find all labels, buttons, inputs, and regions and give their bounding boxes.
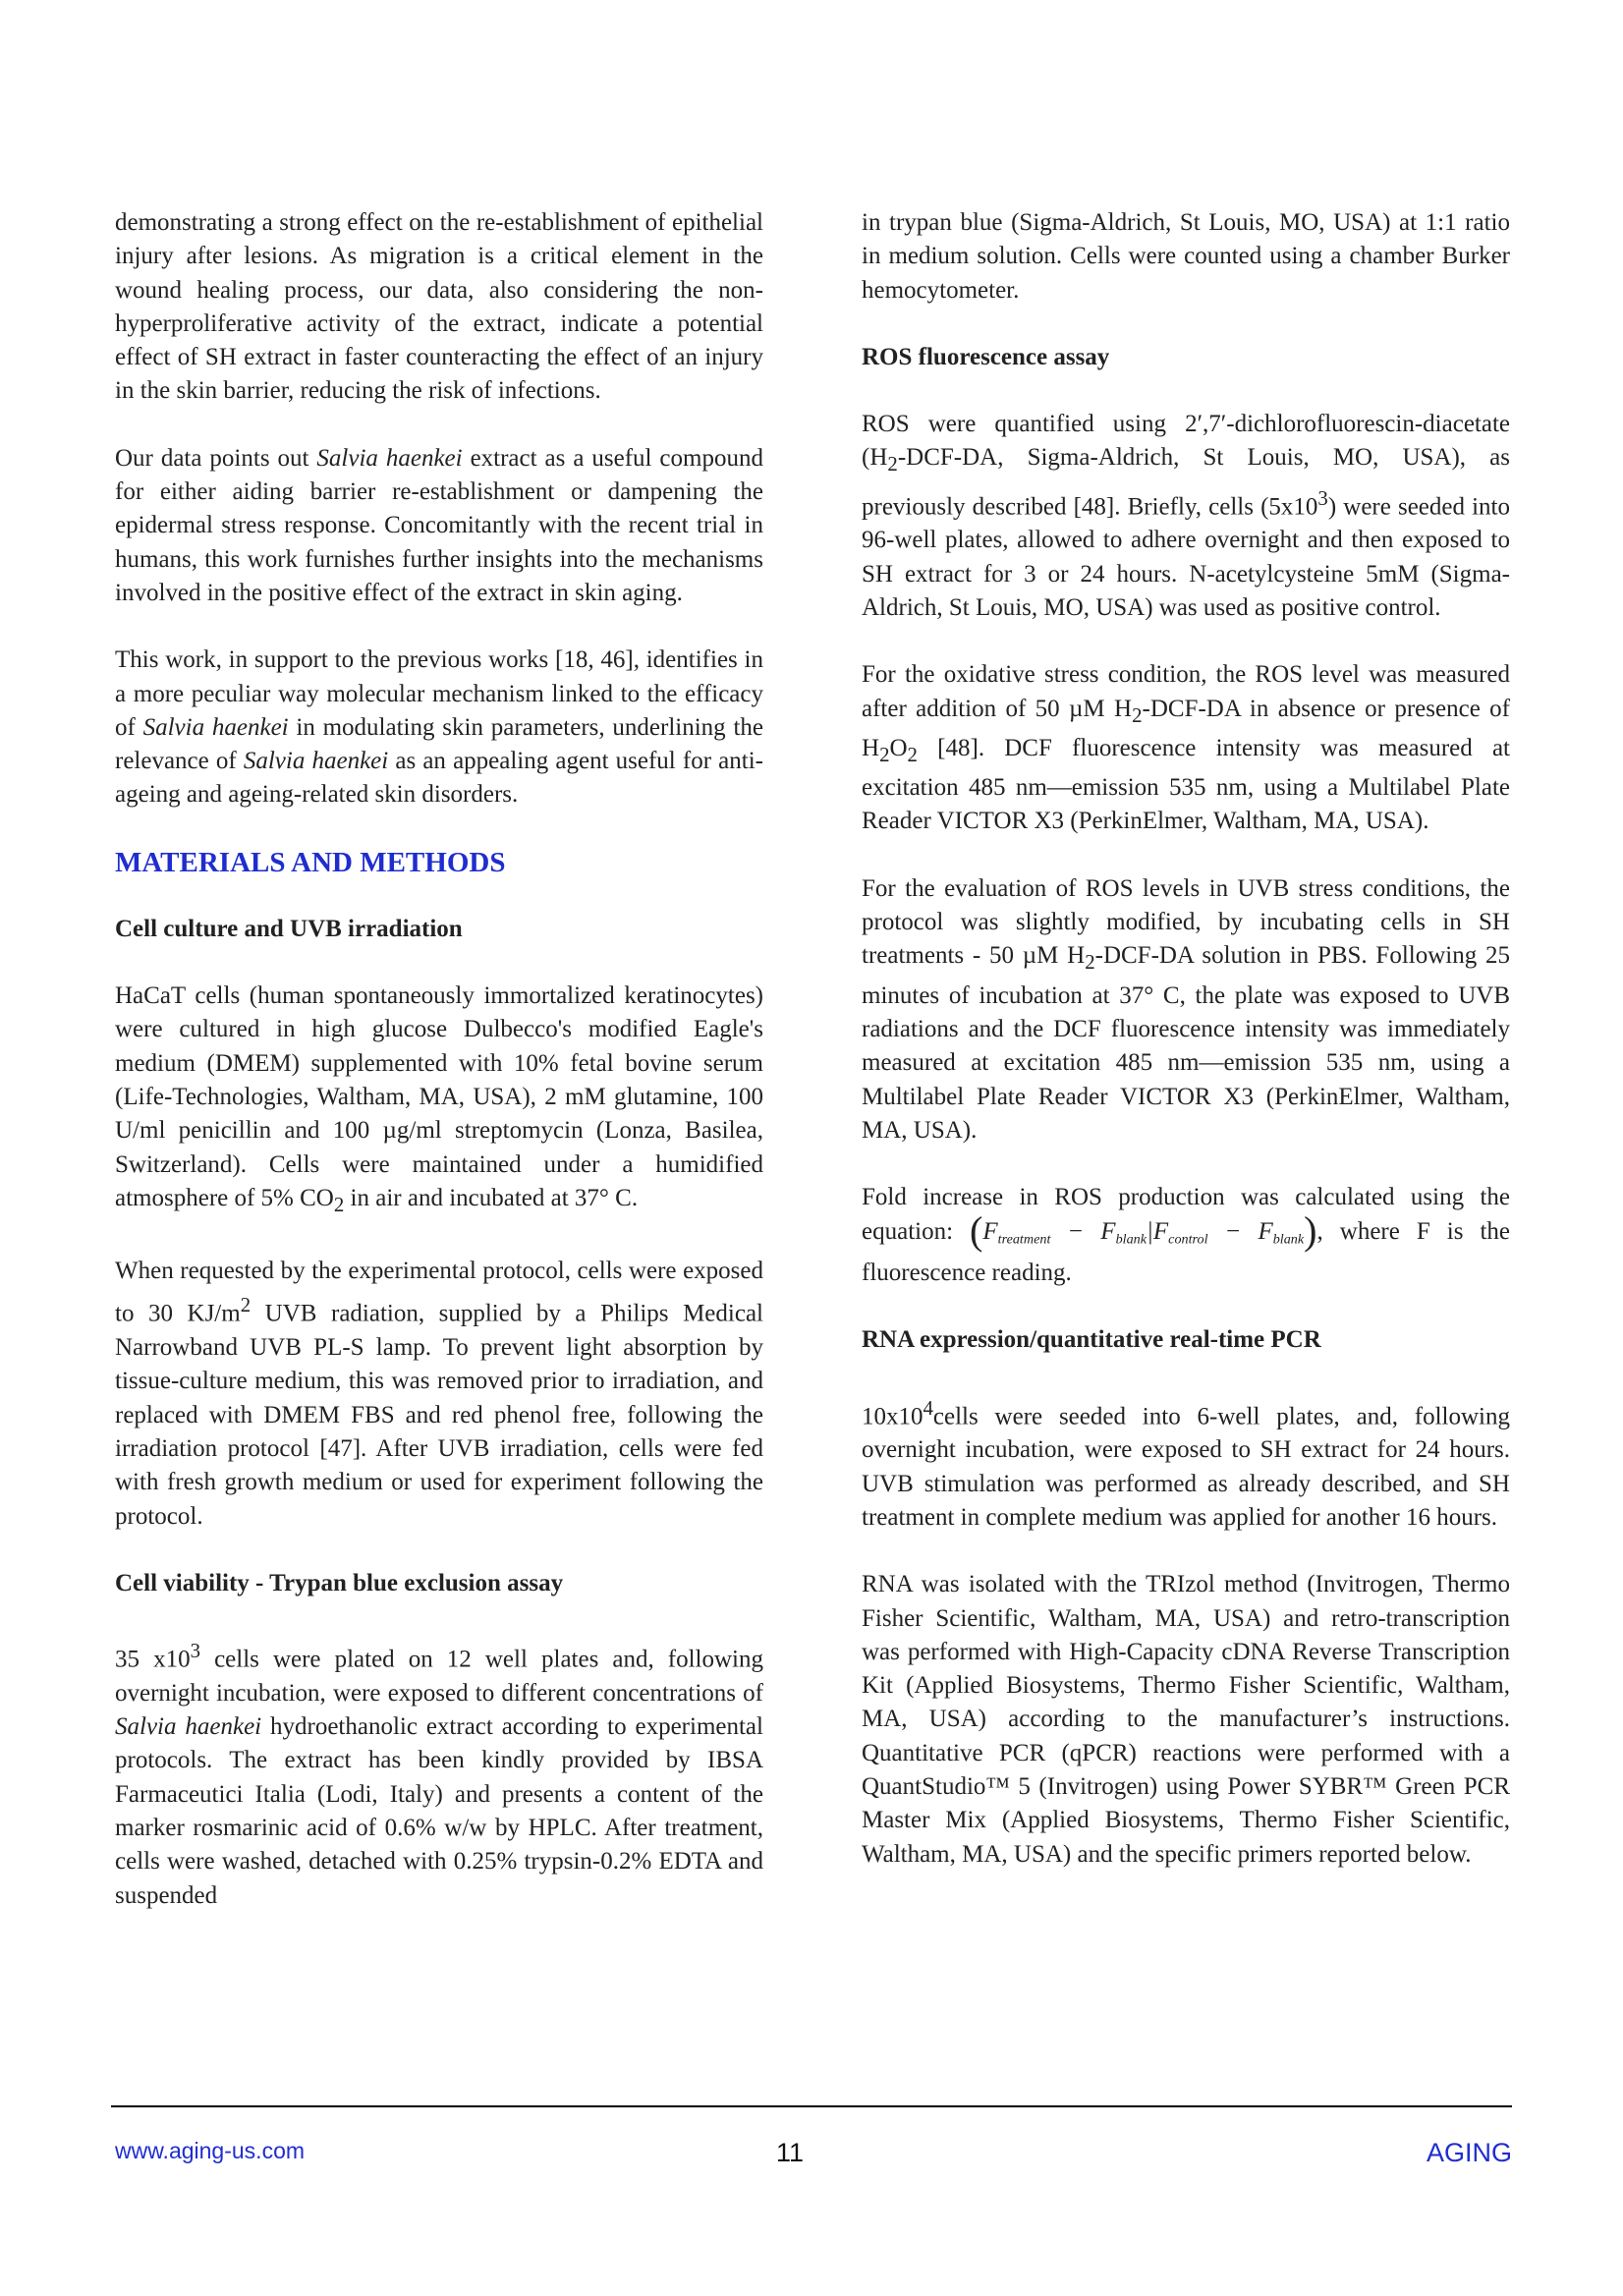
fold-increase-equation: $(F_{treatment} - F_{blank}|F_{control} - F_{blank})$: [970, 1208, 1317, 1254]
subsection-heading: RNA expression/quantitative real-time PCR: [862, 1326, 1321, 1354]
paragraph: Fold increase in ROS production was calculated using the equation: $(F_{treatment} - F_{blank}|F_{control} - F_{blank})$, where F is the fluorescence reading.: [862, 1184, 1510, 1287]
paragraph: demonstrating a strong effect on the re-establishment of epithelial injury after lesions. As migration is a critical element in the wound healing process, our data, also considering the non-hyperproliferative activity of the extract, indicate a potential effect of SH extract in faster counteracting the effect of an injury in the skin barrier, reducing the risk of infections.: [115, 209, 763, 405]
page-number: 11: [776, 2138, 805, 2167]
footer-url-link[interactable]: www.aging-us.com: [115, 2138, 306, 2163]
right-column: [862, 206, 1510, 1905]
paragraph: For the oxidative stress condition, the ROS level was measured after addition of 50 µM $H_2-DCF-DA$ in absence or presence of $H_2O_2$ [48]. DCF fluorescence intensity was measured at excitation 485 nm—emission 535 nm, using a Multilabel Plate Reader VICTOR X3 (PerkinElmer, Waltham, MA, USA).: [862, 661, 1510, 835]
paragraph: For the evaluation of ROS levels in UVB stress conditions, the protocol was slightly modified, by incubating cells in SH treatments - 50 µM $H_2-DCF-DA$ solution in PBS. Following 25 minutes of incubation at 37° C, the plate was exposed to UVB radiations and the DCF fluorescence intensity was immediately measured at excitation 485 nm—emission 535 nm, using a Multilabel Plate Reader VICTOR X3 (PerkinElmer, Waltham, MA, USA).: [862, 874, 1510, 1144]
paragraph: in trypan blue (Sigma-Aldrich, St Louis, MO, USA) at 1:1 ratio in medium solution. Cells were counted using a chamber Burker hemocytometer.: [862, 209, 1510, 304]
section-title: MATERIALS AND METHODS: [115, 846, 506, 878]
journal-name: AGING: [1426, 2138, 1512, 2167]
footer-divider: [111, 2105, 1512, 2107]
subsection-heading: Cell culture and UVB irradiation: [115, 915, 463, 942]
paragraph: When requested by the experimental protocol, cells were exposed to 30 $KJ/m^2$ UVB radiation, supplied by a Philips Medical Narrowband UVB PL-S lamp. To prevent light absorption by tissue-culture medium, this was removed prior to irradiation, and replaced with DMEM FBS and red phenol free, following the irradiation protocol [47]. After UVB irradiation, cells were fed with fresh growth medium or used for experiment following the protocol.: [115, 1258, 763, 1530]
paragraph: ROS were quantified using 2′,7′-dichlorofluorescin-diacetate ($H_2-DCF-DA$, Sigma-Aldrich, St Louis, MO, USA), as previously described [48]. Briefly, cells $(5x10^3)$ were seeded into 96-well plates, allowed to adhere overnight and then exposed to SH extract for 3 or 24 hours. N-acetylcysteine 5mM (Sigma-Aldrich, St Louis, MO, USA) was used as positive control.: [862, 411, 1510, 621]
paragraph: This work, in support to the previous works [18, 46], identifies in a more peculiar way molecular mechanism linked to the efficacy of Salvia haenkei in modulating skin parameters, underlining the relevance of Salvia haenkei as an appealing agent useful for anti-ageing and ageing-related skin disorders.: [115, 646, 763, 809]
paragraph: RNA was isolated with the TRIzol method (Invitrogen, Thermo Fisher Scientific, Waltham, MA, USA) and retro-transcription was performed with High-Capacity cDNA Reverse Transcription Kit (Applied Biosystems, Thermo Fisher Scientific, Waltham, MA, USA) according to the manufacturer’s instructions. Quantitative PCR (qPCR) reactions were performed with a QuantStudio™ 5 (Invitrogen) using Power SYBR™ Green PCR Master Mix (Applied Biosystems, Thermo Fisher Scientific, Waltham, MA, USA) and the specific primers reported below.: [862, 1571, 1510, 1868]
paragraph: $10x10^4cells$ were seeded into 6-well plates, and, following overnight incubation, were exposed to SH extract for 24 hours. UVB stimulation was performed as already described, and SH treatment in complete medium was applied for another 16 hours.: [862, 1395, 1510, 1531]
paragraph: Our data points out Salvia haenkei extract as a useful compound for either aiding barrier re-establishment or dampening the epidermal stress response. Concomitantly with the recent trial in humans, this work furnishes further insights into the mechanisms involved in the positive effect of the extract in skin aging.: [115, 444, 763, 606]
paragraph: HaCaT cells (human spontaneously immortalized keratinocytes) were cultured in high glucose Dulbecco's modified Eagle's medium (DMEM) supplemented with 10% fetal bovine serum (Life-Technologies, Waltham, MA, USA), 2 mM glutamine, 100 U/ml penicillin and 100 µg/ml streptomycin (Lonza, Basilea, Switzerland). Cells were maintained under a humidified atmosphere of 5% $CO_2$ in air and incubated at 37° C.: [115, 982, 763, 1216]
left-column: [115, 206, 763, 1946]
subsection-heading: Cell viability - Trypan blue exclusion assay: [115, 1569, 564, 1596]
subsection-heading: ROS fluorescence assay: [862, 343, 1110, 370]
paragraph: 35 $x10^3$ cells were plated on 12 well plates and, following overnight incubation, were exposed to different concentrations of Salvia haenkei hydroethanolic extract according to experimental protocols. The extract has been kindly provided by IBSA Farmaceutici Italia (Lodi, Italy) and presents a content of the marker rosmarinic acid of 0.6% w/w by HPLC. After treatment, cells were washed, detached with 0.25% trypsin-0.2% EDTA and suspended: [115, 1639, 764, 1909]
